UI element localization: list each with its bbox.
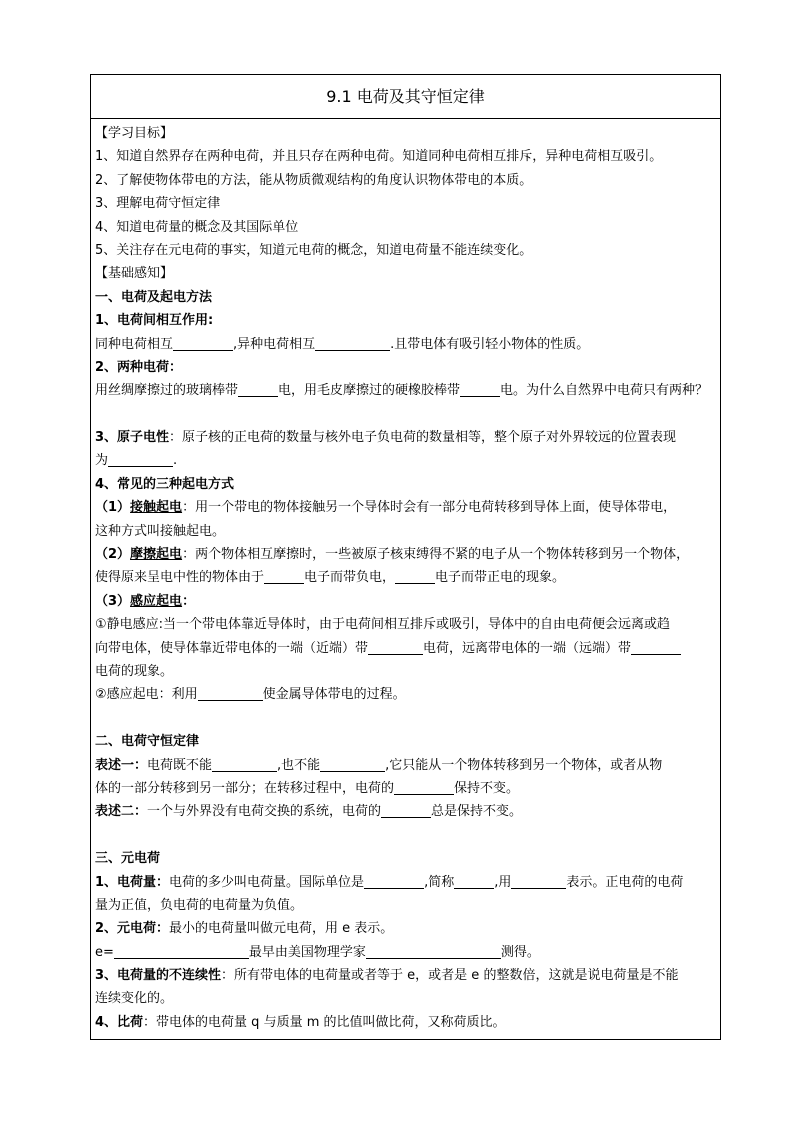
friction-charging-line: （2）摩擦起电：两个物体相互摩擦时，一些被原子核束缚得不紧的电子从一个物体转移到另一个物体， [95, 547, 690, 563]
goal-item: 2、了解使物体带电的方法，能从物质微观结构的角度认识物体带电的本质。 [95, 172, 533, 188]
statement-one-line-2: 体的一部分转移到另一部分；在转移过程中，电荷的 保持不变。 [95, 780, 520, 796]
elementary-charge-line: 2、元电荷：最小的电荷量叫做元电荷，用 e 表示。 [95, 921, 394, 937]
answer-blank[interactable] [114, 944, 249, 959]
elementary-charge-value-line: e= 最早由美国物理学家 测得。 [95, 944, 540, 960]
interaction-text: 同种电荷相互 ,异种电荷相互 .且带电体有吸引轻小物体的性质。 [95, 336, 590, 352]
induction-label: （3）感应起电： [95, 593, 196, 609]
answer-blank[interactable] [460, 382, 500, 397]
friction-charging-line-2: 使得原来呈电中性的物体由于 电子而带负电， 电子而带正电的现象。 [95, 570, 566, 586]
methods-label: 4、常见的三种起电方式 [95, 476, 235, 492]
goal-item: 3、理解电荷守恒定律 [95, 196, 221, 212]
answer-blank[interactable] [320, 757, 385, 772]
answer-blank[interactable] [238, 382, 278, 397]
answer-blank[interactable] [315, 336, 390, 351]
goal-item: 4、知道电荷量的概念及其国际单位 [95, 219, 299, 235]
answer-blank[interactable] [366, 944, 501, 959]
induction-line: ①静电感应:当一个带电体靠近导体时，由于电荷间相互排斥或吸引，导体中的自由电荷便会远离或趋 [95, 617, 671, 633]
induction-line-3: 电荷的现象。 [95, 663, 174, 679]
goal-item: 5、关注存在元电荷的事实，知道元电荷的概念，知道电荷量不能连续变化。 [95, 242, 533, 258]
statement-one-line: 表述一：电荷既不能 ,也不能 ,它只能从一个物体转移到另一个物体，或者从物 [95, 757, 663, 773]
specific-charge-line: 4、比荷：带电体的电荷量 q 与质量 m 的比值叫做比荷，又称荷质比。 [95, 1014, 506, 1030]
quantization-line-2: 连续变化的。 [95, 991, 174, 1007]
section-heading-charges: 一、电荷及起电方法 [95, 289, 213, 305]
quantization-line: 3、电荷量的不连续性：所有带电体的电荷量或者等于 e，或者是 e 的整数倍，这就是说电荷量是不能 [95, 968, 679, 984]
answer-blank[interactable] [198, 686, 263, 701]
answer-blank[interactable] [631, 640, 681, 655]
basics-heading: 【基础感知】 [95, 266, 174, 282]
answer-blank[interactable] [381, 803, 431, 818]
worksheet-table [90, 74, 721, 1040]
atom-charge-line-2: 为 . [95, 453, 178, 469]
interaction-label: 1、电荷间相互作用: [95, 313, 214, 329]
charge-quantity-line-2: 量为正值，负电荷的电荷量为负值。 [95, 897, 304, 913]
contact-charging-line: （1）接触起电：用一个带电的物体接触另一个导体时会有一部分电荷转移到导体上面，使导体带电， [95, 500, 677, 516]
goal-item: 1、知道自然界存在两种电荷，并且只存在两种电荷。知道同种电荷相互排斥，异种电荷相互吸引。 [95, 149, 663, 165]
atom-charge-line: 3、原子电性：原子核的正电荷的数量与核外电子负电荷的数量相等，整个原子对外界较远的位置表现 [95, 430, 677, 446]
answer-blank[interactable] [108, 452, 173, 467]
statement-two-line: 表述二：一个与外界没有电荷交换的系统，电荷的 总是保持不变。 [95, 804, 523, 820]
two-charges-label: 2、两种电荷： [95, 359, 183, 375]
induction-line-2: 向带电体，使导体靠近带电体的一端（近端）带 电荷，远离带电体的一端（远端）带 [95, 637, 716, 660]
charge-quantity-line: 1、电荷量：电荷的多少叫电荷量。国际单位是 ,简称 ,用 表示。正电荷的电荷 [95, 874, 684, 890]
section-heading-elementary-charge: 三、元电荷 [95, 851, 161, 867]
worksheet-content [91, 119, 720, 1039]
answer-blank[interactable] [454, 874, 494, 889]
answer-blank[interactable] [511, 874, 566, 889]
answer-blank[interactable] [368, 640, 423, 655]
answer-blank[interactable] [394, 780, 454, 795]
induction-process-line: ②感应起电：利用 使金属导体带电的过程。 [95, 687, 406, 703]
answer-blank[interactable] [364, 874, 424, 889]
answer-blank[interactable] [395, 569, 435, 584]
answer-blank[interactable] [264, 569, 304, 584]
two-charges-text: 用丝绸摩擦过的玻璃棒带 电，用毛皮摩擦过的硬橡胶棒带 电。为什么自然界中电荷只有两种？ [95, 383, 709, 399]
goals-heading: 【学习目标】 [95, 126, 174, 141]
answer-blank[interactable] [173, 336, 233, 351]
section-heading-conservation: 二、电荷守恒定律 [95, 734, 200, 750]
contact-charging-line-2: 这种方式叫接触起电。 [95, 523, 226, 539]
page-title: 9.1 电荷及其守恒定律 [91, 75, 720, 119]
answer-blank[interactable] [212, 757, 277, 772]
